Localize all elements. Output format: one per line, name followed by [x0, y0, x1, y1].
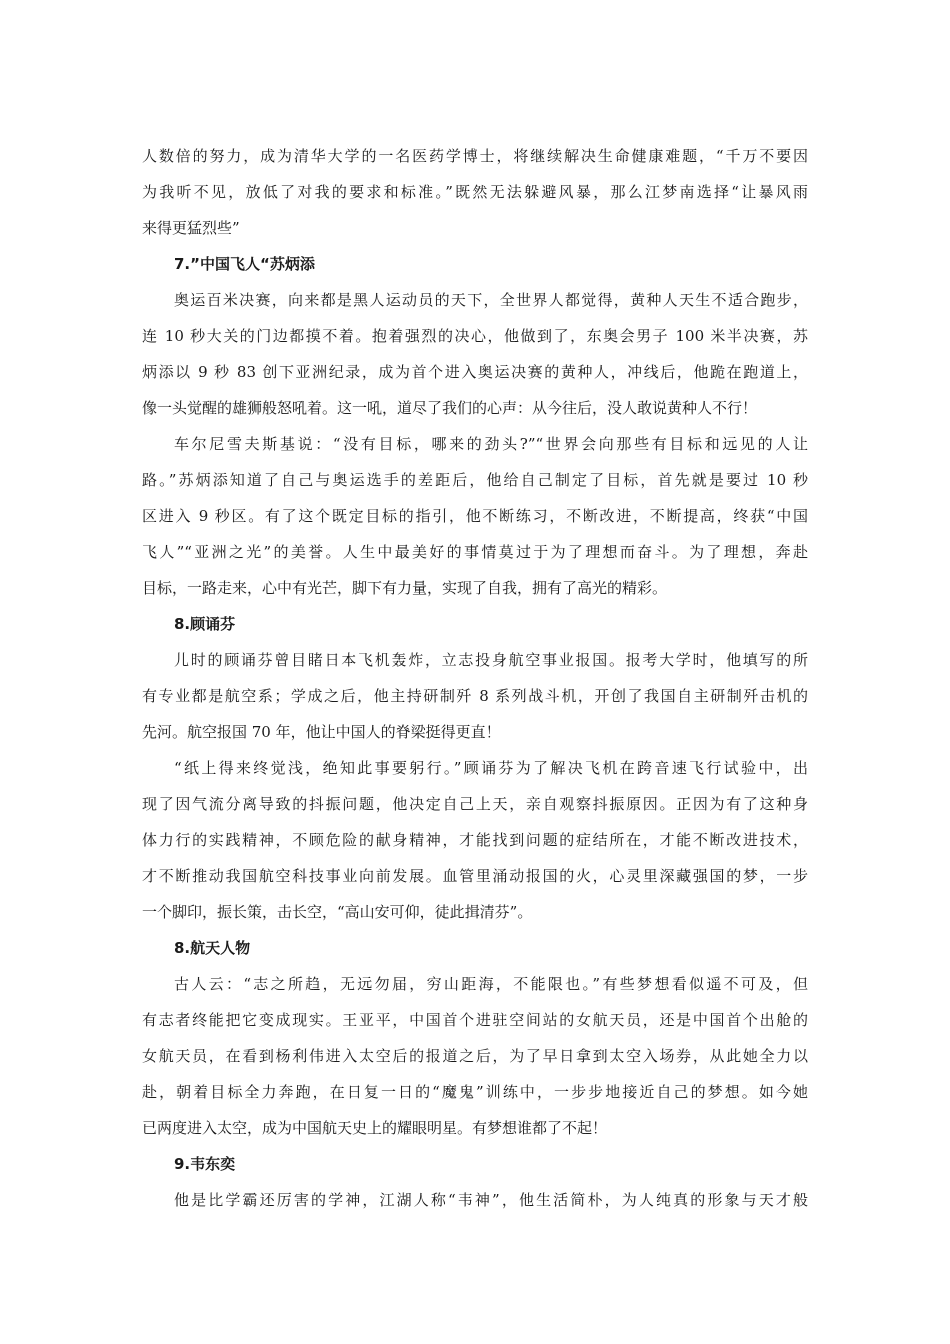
section-heading: 7.”中国飞人“苏炳添	[174, 255, 315, 273]
text-line: 女航天员，在看到杨利伟进入太空后的报道之后，为了早日拿到太空入场券，从此她全力以	[142, 1047, 808, 1065]
text-line: 才不断推动我国航空科技事业向前发展。血管里涌动报国的火，心灵里深藏强国的梦，一步	[142, 867, 808, 885]
text-line: 赴，朝着目标全力奔跑，在日复一日的“魔鬼”训练中，一步步地接近自己的梦想。如今她	[142, 1083, 808, 1101]
text-line: 连 10 秒大关的门边都摸不着。抱着强烈的决心，他做到了，东奥会男子 100 米半决赛，苏	[142, 327, 808, 345]
paragraph	[142, 282, 808, 426]
text-line: 现了因气流分离导致的抖振问题，他决定自己上天，亲自观察抖振原因。正因为有了这种身	[142, 795, 808, 813]
text-line: 炳添以 9 秒 83 创下亚洲纪录，成为首个进入奥运决赛的黄种人，冲线后，他跪在跑道上，	[142, 363, 808, 381]
paragraph	[142, 1182, 808, 1218]
text-line: 人数倍的努力，成为清华大学的一名医药学博士，将继续解决生命健康难题，“千万不要因	[142, 147, 808, 165]
text-line: 儿时的顾诵芬曾目睹日本飞机轰炸，立志投身航空事业报国。报考大学时，他填写的所	[174, 651, 808, 669]
text-line: 为我听不见，放低了对我的要求和标准。”既然无法躲避风暴，那么江梦南选择“让暴风雨	[142, 183, 808, 201]
text-line: 先河。航空报国 70 年，他让中国人的脊梁挺得更直！	[142, 723, 501, 741]
text-line: 有志者终能把它变成现实。王亚平，中国首个进驻空间站的女航天员，还是中国首个出舱的	[142, 1011, 808, 1029]
text-line: 路。”苏炳添知道了自己与奥运选手的差距后，他给自己制定了目标，首先就是要过 10 秒	[142, 471, 808, 489]
paragraph	[142, 750, 808, 930]
text-line: 一个脚印，振长策，击长空，“高山安可仰，徒此揖清芬”。	[142, 903, 533, 921]
text-line: 区进入 9 秒区。有了这个既定目标的指引，他不断练习，不断改进，不断提高，终获“中国	[142, 507, 808, 525]
document-body	[142, 138, 808, 1218]
section-heading: 8.顾诵芬	[174, 615, 236, 633]
text-line: 体力行的实践精神，不顾危险的献身精神，才能找到问题的症结所在，才能不断改进技术，	[142, 831, 808, 849]
paragraph	[142, 642, 808, 750]
text-line: 来得更猛烈些”	[142, 219, 240, 237]
text-line: “纸上得来终觉浅，绝知此事要躬行。”顾诵芬为了解决飞机在跨音速飞行试验中，出	[174, 759, 808, 777]
text-line: 车尔尼雪夫斯基说：“没有目标，哪来的劲头?”“世界会向那些有目标和远见的人让	[174, 435, 808, 453]
section-heading: 9.韦东奕	[174, 1155, 236, 1173]
text-line: 奥运百米决赛，向来都是黑人运动员的天下，全世界人都觉得，黄种人天生不适合跑步，	[174, 291, 808, 309]
text-line: 已两度进入太空，成为中国航天史上的耀眼明星。有梦想谁都了不起！	[142, 1119, 608, 1137]
text-line: 他是比学霸还厉害的学神，江湖人称“韦神”，他生活简朴，为人纯真的形象与天才般	[174, 1191, 808, 1209]
text-line: 古人云：“志之所趋，无远勿届，穷山距海，不能限也。”有些梦想看似遥不可及，但	[174, 975, 808, 993]
paragraph	[142, 426, 808, 606]
text-line: 像一头觉醒的雄狮般怒吼着。这一吼，道尽了我们的心声：从今往后，没人敢说黄种人不行！	[142, 399, 758, 417]
paragraph	[142, 966, 808, 1146]
paragraph	[142, 138, 808, 246]
text-line: 有专业都是航空系；学成之后，他主持研制歼 8 系列战斗机，开创了我国自主研制歼击机的	[142, 687, 808, 705]
text-line: 目标，一路走来，心中有光芒，脚下有力量，实现了自我，拥有了高光的精彩。	[142, 579, 668, 597]
section-heading: 8.航天人物	[174, 939, 251, 957]
text-line: 飞人”“亚洲之光”的美誉。人生中最美好的事情莫过于为了理想而奋斗。为了理想，奔赴	[142, 543, 808, 561]
